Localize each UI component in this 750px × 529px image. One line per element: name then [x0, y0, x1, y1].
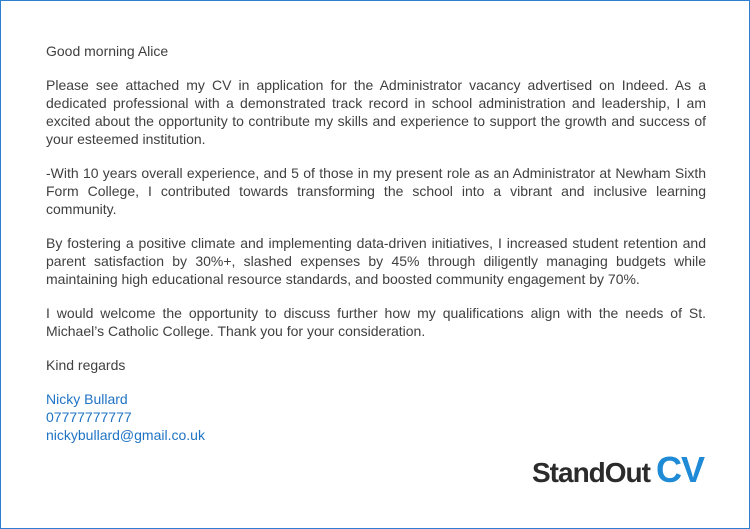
logo-word-standout: StandOut	[532, 457, 650, 488]
signature-phone: 07777777777	[46, 409, 132, 425]
greeting: Good morning Alice	[46, 43, 169, 59]
closing-phrase: Kind regards	[46, 357, 126, 373]
signature-email: nickybullard@gmail.co.uk	[46, 427, 205, 443]
signature-name: Nicky Bullard	[46, 391, 128, 407]
paragraph-experience: -With 10 years overall experience, and 5 of those in my present role as an Administrator at Newham Sixth Form College, I contributed towards transforming the school into a vibrant and inclusive learning community.	[46, 165, 706, 217]
paragraph-closing: I would welcome the opportunity to discuss further how my qualifications align with the needs of St. Michael’s Catholic College. Thank you for your consideration.	[46, 305, 706, 339]
paragraph-achievements: By fostering a positive climate and implementing data-driven initiatives, I increased student retention and parent satisfaction by 30%+, slashed expenses by 45% through diligently managing budgets while maintaining high educational resource standards, and boosted community engagement by 70%.	[46, 235, 706, 287]
signature-block	[46, 390, 706, 444]
paragraph-intro: Please see attached my CV in application for the Administrator vacancy advertised on Indeed. As a dedicated professional with a demonstrated track record in school administration and leadership, I am excited about the opportunity to contribute my skills and experience to support the growth and success of your esteemed institution.	[46, 77, 706, 147]
logo-word-cv: CV	[656, 449, 705, 490]
standout-cv-logo	[532, 449, 704, 489]
cover-letter	[46, 42, 706, 444]
